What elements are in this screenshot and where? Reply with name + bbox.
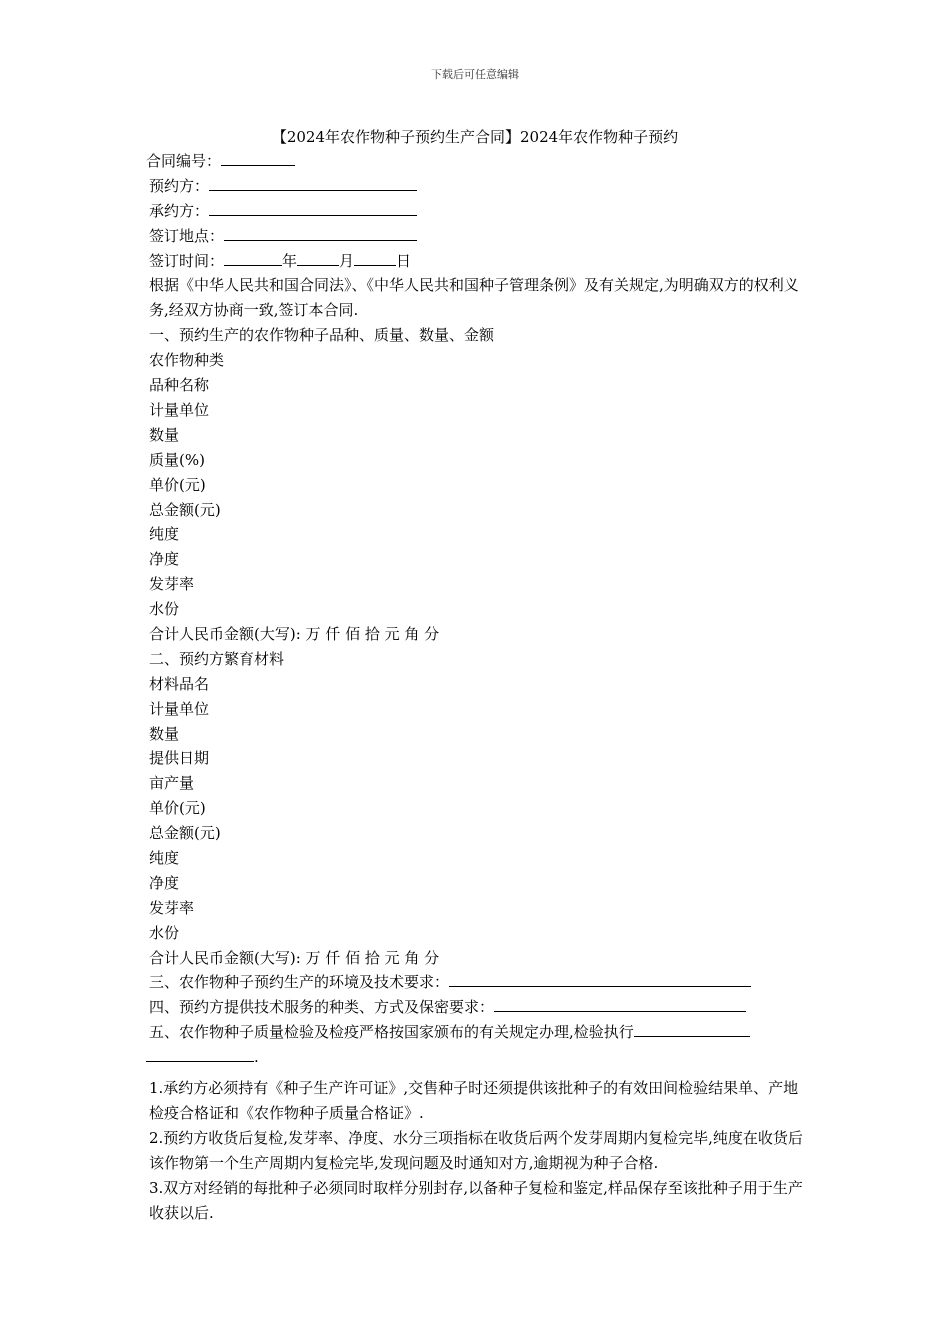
list-item: 计量单位: [149, 400, 210, 419]
contract-number-line: 合同编号：: [146, 149, 810, 174]
page-header: 下载后可任意编辑: [431, 68, 519, 81]
list-item: 发芽率: [149, 575, 195, 594]
list-item: 数量: [149, 425, 180, 444]
section3-line: 三、农作物种子预约生产的环境及技术要求：: [146, 970, 810, 995]
seller-line: 承约方：: [146, 199, 810, 224]
place-line: 签订地点：: [146, 224, 810, 249]
list-item: 农作物种类: [149, 351, 225, 370]
list-item: 纯度: [149, 848, 180, 867]
buyer-line: 预约方：: [146, 174, 810, 199]
list-item: 水份: [149, 923, 180, 942]
list-item: 水份: [149, 600, 180, 619]
list-item: 净度: [149, 550, 180, 569]
list-item: 纯度: [149, 525, 180, 544]
document-body: [146, 149, 810, 1225]
list-item: 2.预约方收货后复检,发芽率、净度、水分三项指标在收货后两个发芽周期内复检完毕,纯度在收货后该作物第一个生产周期内复检完毕,发现问题及时通知对方,逾期视为种子合格.: [149, 1128, 803, 1172]
list-item: 提供日期: [149, 749, 210, 768]
list-item: 材料品名: [149, 674, 210, 693]
list-item: 1.承约方必须持有《种子生产许可证》,交售种子时还须提供该批种子的有效田间检验结果单、产地检疫合格证和《农作物种子质量合格证》.: [149, 1078, 799, 1122]
section1-heading: 一、预约生产的农作物种子品种、质量、数量、金额: [149, 326, 495, 345]
list-item: 3.双方对经销的每批种子必须同时取样分别封存,以备种子复检和鉴定,样品保存至该批种子用于生产收获以后.: [149, 1178, 803, 1222]
clauses-list: [146, 1076, 810, 1225]
section2-heading: 二、预约方繁育材料: [149, 649, 285, 668]
section5-line: 五、农作物种子质量检验及检疫严格按国家颁布的有关规定办理,检验执行: [146, 1020, 810, 1045]
list-item: 合计人民币金额(大写): 万 仟 佰 拾 元 角 分: [149, 948, 440, 967]
date-line: 签订时间： 年 月 日: [149, 251, 412, 270]
list-item: 总金额(元): [149, 500, 221, 519]
place-blank: [224, 226, 417, 241]
list-item: 数量: [149, 724, 180, 743]
section5-continuation: .: [146, 1045, 810, 1070]
document-title: 【2024年农作物种子预约生产合同】2024年农作物种子预约: [271, 128, 679, 146]
list-item: 计量单位: [149, 699, 210, 718]
section2-list: [146, 672, 810, 971]
contract-number-blank: [221, 151, 295, 166]
list-item: 总金额(元): [149, 824, 221, 843]
list-item: 品种名称: [149, 376, 210, 395]
section1-list: [146, 348, 810, 647]
list-item: 发芽率: [149, 898, 195, 917]
list-item: 质量(%): [149, 450, 205, 469]
buyer-blank: [209, 176, 417, 191]
list-item: 净度: [149, 873, 180, 892]
list-item: 单价(元): [149, 799, 206, 818]
intro-paragraph: 根据《中华人民共和国合同法》、《中华人民共和国种子管理条例》及有关规定,为明确双方的权利义务,经双方协商一致,签订本合同.: [149, 276, 799, 320]
section4-line: 四、预约方提供技术服务的种类、方式及保密要求：: [146, 995, 810, 1020]
list-item: 合计人民币金额(大写): 万 仟 佰 拾 元 角 分: [149, 624, 440, 643]
list-item: 亩产量: [149, 774, 195, 793]
seller-blank: [209, 201, 417, 216]
list-item: 单价(元): [149, 475, 206, 494]
